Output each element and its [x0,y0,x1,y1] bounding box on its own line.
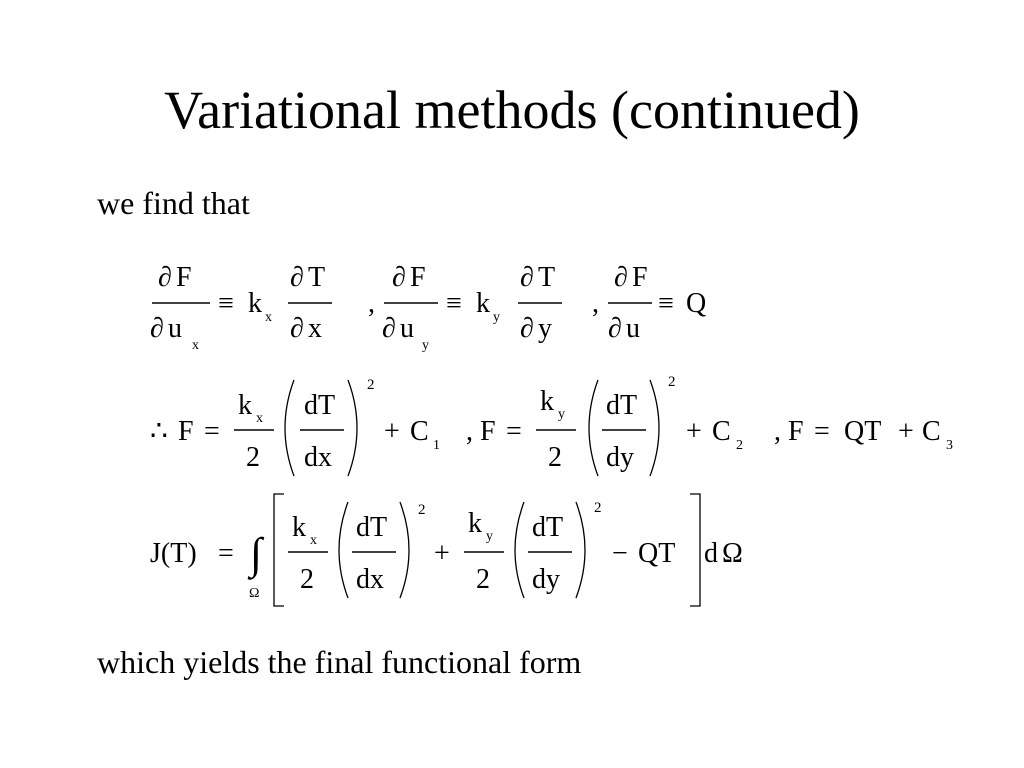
eq3-t2-coef-sub: y [486,529,493,544]
eq2-lhs-2: F [480,416,496,447]
eq1-t1-num2: T [308,262,326,293]
eq2-t2-two: 2 [548,442,562,473]
eq1-t1-coef: k [248,288,262,319]
eq3-left-bracket [274,494,284,606]
eq2-comma-2: , [774,416,781,447]
eq2-t1-two: 2 [246,442,260,473]
eq3-tail: QT [638,538,676,569]
eq2-t2-coef-sub: y [558,407,565,422]
eq3-plus: + [434,538,450,569]
eq2-t1-right-paren [348,380,357,476]
eq3-omega: Ω [722,538,743,569]
eq3-t1-den: dx [356,564,384,595]
eq2-t3-const: C [922,416,941,447]
eq2-equals-2: = [506,416,522,447]
eq1-t1-den-sub: x [192,338,199,353]
eq2-t1-exp: 2 [367,377,375,393]
slide-title: Variational methods (continued) [164,80,860,140]
eq3-t1-left-paren [339,502,348,598]
eq2-lhs-1: F [178,416,194,447]
eq1-t2-partial-num: ∂ [392,262,406,293]
eq2-t2-coef: k [540,386,554,417]
eq3-equals: = [218,538,234,569]
eq1-t3-num: F [632,262,648,293]
eq2-t1-coef: k [238,390,252,421]
eq2-t2-left-paren [589,380,598,476]
eq2-equals-1: = [204,416,220,447]
eq1-t3-equiv: ≡ [658,288,674,319]
eq3-t2-coef: k [468,508,482,539]
eq2-t2-num: dT [606,390,638,421]
eq3-diff: d [704,538,718,569]
equation-functional [150,494,743,606]
eq1-t3-rhs: Q [686,288,707,319]
eq1-t2-coef-sub: y [493,310,500,325]
eq1-t2-coef: k [476,288,490,319]
eq1-t2-num2: T [538,262,556,293]
eq3-t1-two: 2 [300,564,314,595]
eq1-t2-partial-num2: ∂ [520,262,534,293]
eq3-right-bracket [690,494,700,606]
eq3-integral-domain: Ω [249,586,260,601]
eq1-t3-partial-num: ∂ [614,262,628,293]
eq3-lhs: J(T) [150,538,197,569]
eq1-t1-partial-den: ∂ [150,313,164,344]
eq1-t1-coef-sub: x [265,310,272,325]
equation-partial-relations [150,262,706,353]
eq2-equals-3: = [814,416,830,447]
eq2-t2-exp: 2 [668,374,676,390]
intro-text: we find that [97,185,250,221]
eq2-lhs-3: F [788,416,804,447]
eq3-t1-exp: 2 [418,502,426,518]
eq3-integral-sign: ∫ [250,529,263,578]
eq3-t2-den: dy [532,564,560,595]
eq2-t2-plus: + [686,416,702,447]
eq2-t3-rhs: QT [844,416,882,447]
closing-text: which yields the final functional form [97,644,582,680]
eq3-minus: − [612,538,628,569]
eq3-t2-two: 2 [476,564,490,595]
eq3-t2-left-paren [515,502,524,598]
eq2-t1-num: dT [304,390,336,421]
eq2-t1-left-paren [285,380,294,476]
eq2-therefore: ∴ [150,416,168,447]
eq3-t1-coef-sub: x [310,533,317,548]
eq1-t2-den-sub: y [422,338,429,353]
eq1-t1-equiv: ≡ [218,288,234,319]
eq3-t2-exp: 2 [594,500,602,516]
eq1-t1-partial-num2: ∂ [290,262,304,293]
eq1-t1-num: F [176,262,192,293]
eq3-t1-right-paren [400,502,409,598]
eq1-t2-partial-den: ∂ [382,313,396,344]
eq2-t3-const-sub: 3 [946,438,953,453]
eq2-t1-const: C [410,416,429,447]
eq1-t2-num: F [410,262,426,293]
eq1-t1-den: u [168,313,182,344]
eq1-t1-den2: x [308,313,322,344]
eq2-t2-den: dy [606,442,634,473]
eq1-t3-den: u [626,313,640,344]
eq2-t1-coef-sub: x [256,411,263,426]
eq2-t3-plus: + [898,416,914,447]
eq3-t1-coef: k [292,512,306,543]
eq3-t2-num: dT [532,512,564,543]
eq1-t1-partial-den2: ∂ [290,313,304,344]
eq2-t2-right-paren [650,380,659,476]
eq1-t2-equiv: ≡ [446,288,462,319]
eq2-comma-1: , [466,416,473,447]
eq3-t1-num: dT [356,512,388,543]
eq1-comma-1: , [368,288,375,319]
eq1-t3-partial-den: ∂ [608,313,622,344]
eq1-t2-den: u [400,313,414,344]
eq2-t2-const-sub: 2 [736,438,743,453]
eq2-t1-plus: + [384,416,400,447]
equation-f-expressions [150,374,953,476]
eq2-t2-const: C [712,416,731,447]
eq1-t1-partial-num: ∂ [158,262,172,293]
eq2-t1-const-sub: 1 [433,438,440,453]
eq1-comma-2: , [592,288,599,319]
eq1-t2-partial-den2: ∂ [520,313,534,344]
eq2-t1-den: dx [304,442,332,473]
eq3-t2-right-paren [576,502,585,598]
eq1-t2-den2: y [538,313,552,344]
